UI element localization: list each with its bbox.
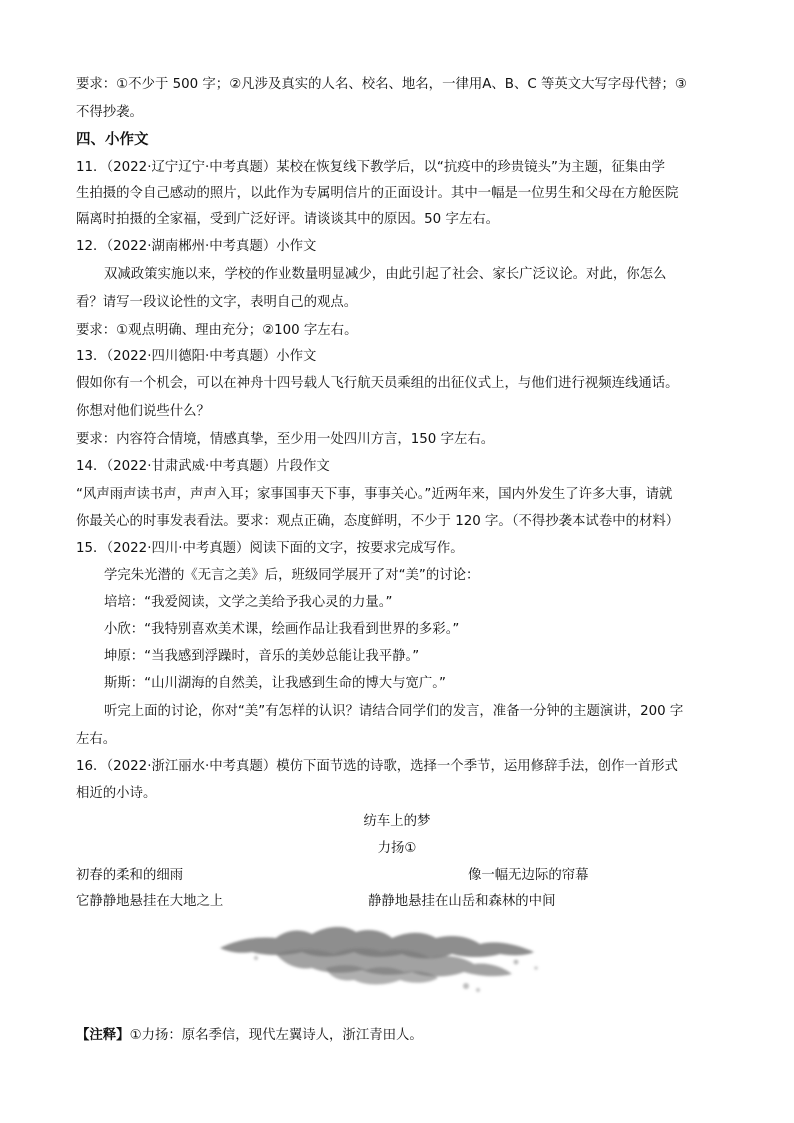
question-14-line-2: 你最关心的时事发表看法。要求：观点正确，态度鲜明，不少于 120 字。（不得抄袭本试卷中的材料） — [76, 514, 680, 529]
question-13-requirement: 要求：内容符合情境，情感真挚，至少用一处四川方言，150 字左右。 — [76, 432, 495, 447]
annotation-label: 【注释】 — [76, 1028, 130, 1043]
question-15-title: 15．（2022·四川·中考真题）阅读下面的文字，按要求完成写作。 — [76, 541, 464, 556]
question-13-line-2: 你想对他们说些什么？ — [76, 404, 210, 419]
poem-line-right-2: 静静地悬挂在山岳和森林的中间 — [368, 894, 556, 909]
question-11-line-2: 生拍摄的令自己感动的照片，以此作为专属明信片的正面设计。其中一幅是一位男生和父母在方舱医院 — [76, 186, 679, 201]
question-16-line-2: 相近的小诗。 — [76, 786, 157, 801]
question-16-line-1: 16．（2022·浙江丽水·中考真题）模仿下面节选的诗歌，选择一个季节，运用修辞手法，创作一首形式 — [76, 759, 678, 774]
question-15-line-2: 听完上面的讨论，你对“美”有怎样的认识？请结合同学们的发言，准备一分钟的主题演讲，200 字 — [104, 704, 684, 719]
question-15-speaker-2: 小欣：“我特别喜欢美术课，绘画作品让我看到世界的多彩。” — [104, 622, 460, 637]
question-12-line-1: 双减政策实施以来，学校的作业数量明显减少，由此引起了社会、家长广泛议论。对此，你怎么 — [104, 267, 667, 282]
question-15-speaker-4: 斯斯：“山川湖海的自然美，让我感到生命的博大与宽广。” — [104, 676, 446, 691]
question-14-line-1: “风声雨声读书声，声声入耳；家事国事天下事，事事关心。”近两年来，国内外发生了许多大事，请就 — [76, 487, 673, 502]
poem-author: 力扬① — [377, 841, 417, 856]
question-11-line-1: 11．（2022·辽宁辽宁·中考真题）某校在恢复线下教学后，以“抗疫中的珍贵镜头”为主题，征集由学 — [76, 160, 666, 175]
poem-line-right-1: 像一幅无边际的帘幕 — [468, 868, 589, 883]
requirement-line-2: 不得抄袭。 — [76, 105, 143, 120]
question-11-line-3: 隔离时拍摄的全家福，受到广泛好评。请谈谈其中的原因。50 字左右。 — [76, 212, 500, 227]
annotation — [76, 1027, 726, 1045]
poem-line-left-2: 它静静地悬挂在大地之上 — [76, 894, 224, 909]
annotation-text: ①力扬：原名季信，现代左翼诗人，浙江青田人。 — [129, 1028, 423, 1043]
question-15-line-3: 左右。 — [76, 732, 117, 747]
poem-title: 纺车上的梦 — [363, 814, 431, 829]
question-15-speaker-1: 培培：“我爱阅读，文学之美给予我心灵的力量。” — [104, 595, 393, 610]
section-heading: 四、小作文 — [76, 132, 149, 148]
question-15-speaker-3: 坤原：“当我感到浮躁时，音乐的美妙总能让我平静。” — [104, 649, 420, 664]
ink-mountain-illustration — [216, 918, 546, 998]
question-13-title: 13．（2022·四川德阳·中考真题）小作文 — [76, 349, 317, 364]
requirement-line-1: 要求：①不少于 500 字；②凡涉及真实的人名、校名、地名，一律用A、B、C 等英文大写字母代替；③ — [76, 77, 687, 92]
question-13-line-1: 假如你有一个机会，可以在神舟十四号载人飞行航天员乘组的出征仪式上，与他们进行视频连线通话。 — [76, 376, 679, 391]
poem-line-left-1: 初春的柔和的细雨 — [76, 868, 184, 883]
question-14-title: 14．（2022·甘肃武威·中考真题）片段作文 — [76, 459, 330, 474]
question-12-title: 12．（2022·湖南郴州·中考真题）小作文 — [76, 239, 317, 254]
question-12-requirement: 要求：①观点明确、理由充分；②100 字左右。 — [76, 323, 358, 338]
question-12-line-2: 看？请写一段议论性的文字，表明自己的观点。 — [76, 295, 358, 310]
question-15-line-1: 学完朱光潜的《无言之美》后，班级同学展开了对“美”的讨论： — [104, 568, 480, 583]
